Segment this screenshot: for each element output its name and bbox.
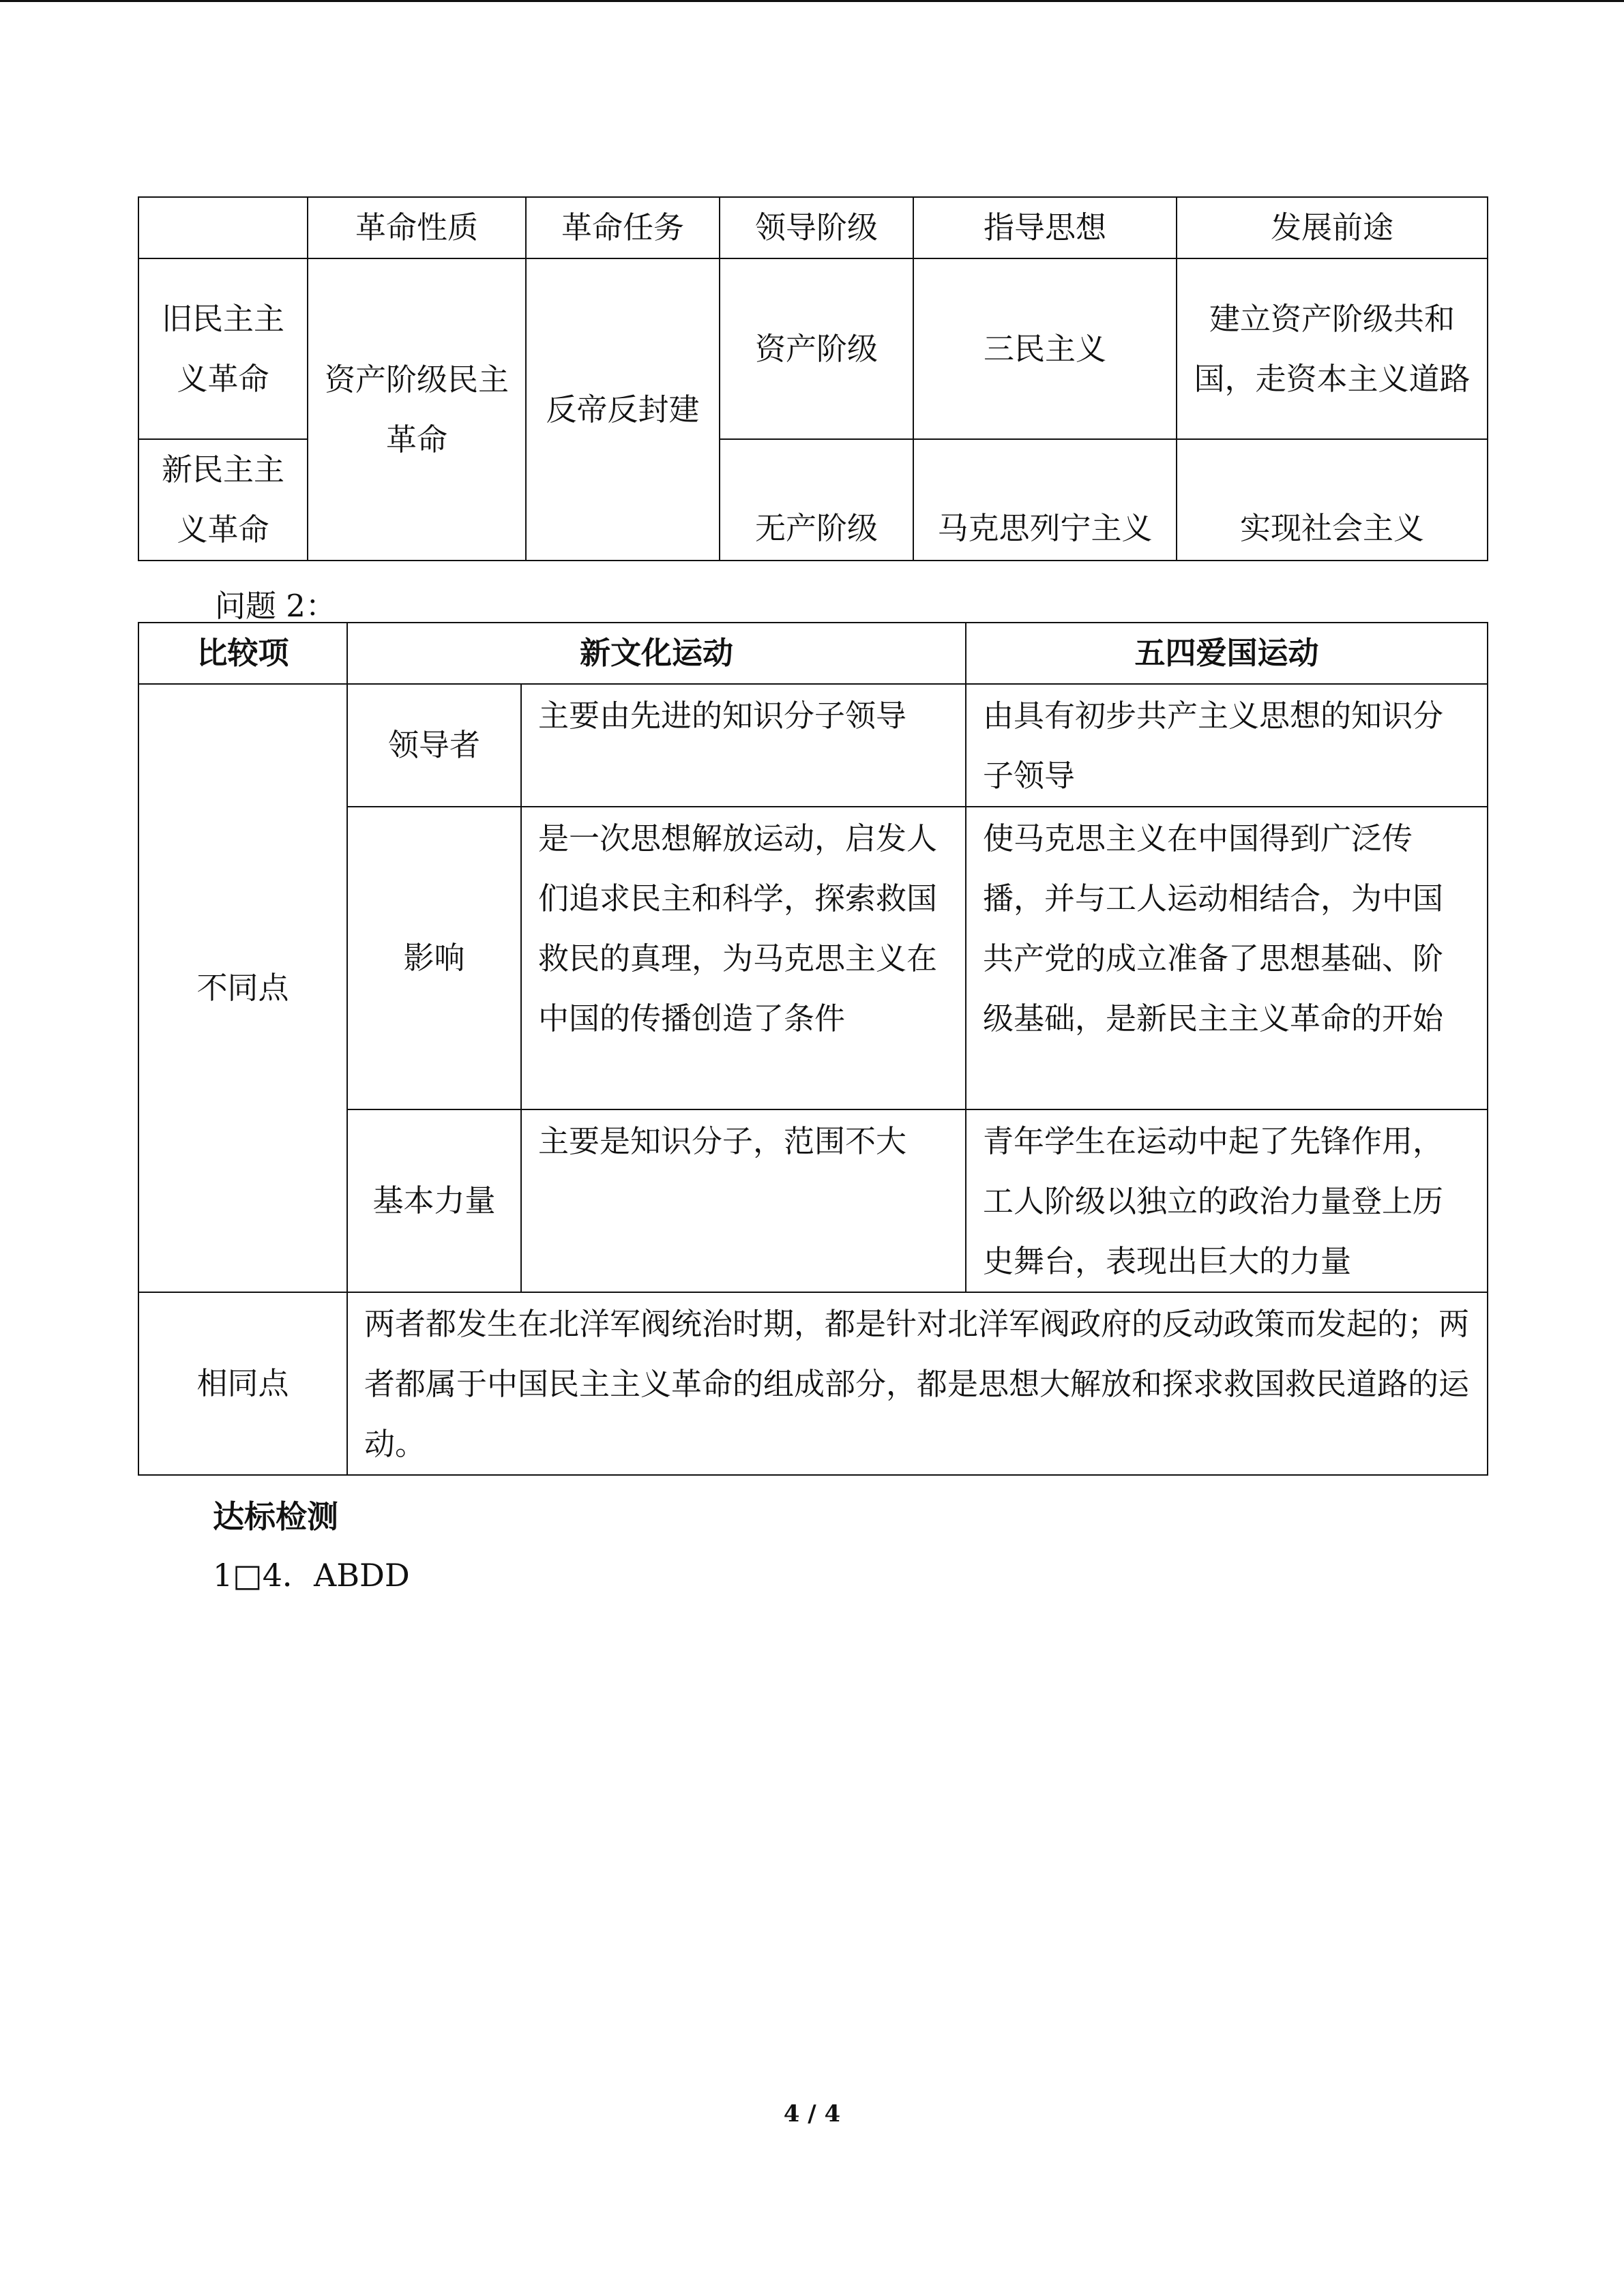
aspect-cell: 领导者 (347, 684, 521, 807)
page-number: 4 / 4 (783, 2100, 841, 2128)
table-header-row (138, 623, 1488, 684)
table-row (138, 1292, 1488, 1475)
row-label-new: 新民主主义革命 (138, 439, 308, 561)
aspect-cell: 影响 (347, 807, 521, 1109)
old-thought-cell: 三民主义 (913, 258, 1177, 439)
row-label-old: 旧民主主义革命 (138, 258, 308, 439)
table-row (138, 684, 1488, 807)
header-cell: 五四爱国运动 (966, 623, 1488, 684)
wusi-cell: 使马克思主义在中国得到广泛传播，并与工人运动相结合，为中国共产党的成立准备了思想基础、阶级基础，是新民主主义革命的开始 (966, 807, 1488, 1109)
header-cell: 新文化运动 (347, 623, 966, 684)
xwh-cell: 主要由先进的知识分子领导 (521, 684, 966, 807)
section-title: 达标检测 (213, 1498, 338, 1535)
diff-label-cell: 不同点 (138, 684, 347, 1292)
nature-cell: 资产阶级民主革命 (308, 258, 526, 561)
movement-comparison-table (138, 622, 1488, 1476)
revolution-comparison-table (138, 196, 1488, 561)
wusi-cell: 青年学生在运动中起了先锋作用，工人阶级以独立的政治力量登上历史舞台，表现出巨大的力量 (966, 1109, 1488, 1292)
task-cell: 反帝反封建 (526, 258, 720, 561)
xwh-cell: 是一次思想解放运动，启发人们追求民主和科学，探索救国救民的真理，为马克思主义在中国的传播创造了条件 (521, 807, 966, 1109)
old-class-cell: 资产阶级 (720, 258, 913, 439)
aspect-cell: 基本力量 (347, 1109, 521, 1292)
header-cell: 领导阶级 (720, 197, 913, 258)
header-cell (138, 197, 308, 258)
header-cell: 指导思想 (913, 197, 1177, 258)
question-2-label: 问题 2： (215, 588, 336, 624)
header-cell: 革命任务 (526, 197, 720, 258)
table-row (138, 258, 1488, 439)
new-thought-cell: 马克思列宁主义 (913, 439, 1177, 561)
wusi-cell: 由具有初步共产主义思想的知识分子领导 (966, 684, 1488, 807)
answer-line: 1□4．ABDD (213, 1557, 410, 1594)
header-cell: 革命性质 (308, 197, 526, 258)
same-text-cell: 两者都发生在北洋军阀统治时期，都是针对北洋军阀政府的反动政策而发起的；两者都属于中国民主主义革命的组成部分，都是思想大解放和探求救国救民道路的运动。 (347, 1292, 1488, 1475)
new-future-cell: 实现社会主义 (1177, 439, 1488, 561)
header-cell: 比较项 (138, 623, 347, 684)
header-cell: 发展前途 (1177, 197, 1488, 258)
old-future-cell: 建立资产阶级共和国，走资本主义道路 (1177, 258, 1488, 439)
new-class-cell: 无产阶级 (720, 439, 913, 561)
top-border-line (0, 0, 1624, 2)
same-label-cell: 相同点 (138, 1292, 347, 1475)
table-header-row (138, 197, 1488, 258)
xwh-cell: 主要是知识分子，范围不大 (521, 1109, 966, 1292)
